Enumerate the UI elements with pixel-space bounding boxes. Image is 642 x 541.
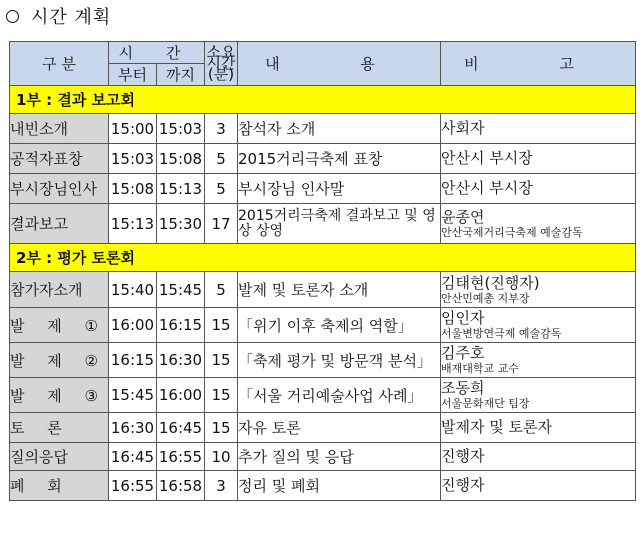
category-cell: 부시장님인사 [10, 174, 109, 204]
note-cell [441, 204, 636, 244]
page-title-text: 시간 계획 [31, 7, 112, 28]
table-row [10, 204, 636, 244]
note-cell [441, 378, 636, 413]
duration-cell: 17 [205, 204, 238, 244]
category-cell: 참가자소개 [10, 272, 109, 308]
content-cell: 「축제 평가 및 방문객 분석」 [238, 343, 441, 378]
table-row [10, 413, 636, 443]
start-time-cell: 16:55 [109, 471, 157, 501]
note-cell [441, 308, 636, 343]
header-end: 까지 [157, 64, 205, 86]
end-time-cell: 15:13 [157, 174, 205, 204]
category-cell: 공적자표창 [10, 144, 109, 174]
end-time-cell: 16:45 [157, 413, 205, 443]
table-row [10, 174, 636, 204]
schedule-body [10, 86, 636, 501]
content-cell: 참석자 소개 [238, 114, 441, 144]
duration-cell: 10 [205, 443, 238, 471]
start-time-cell: 15:45 [109, 378, 157, 413]
duration-cell: 15 [205, 413, 238, 443]
note-name: 사회자 [441, 119, 485, 137]
note-cell [441, 174, 636, 204]
start-time-cell: 15:08 [109, 174, 157, 204]
note-affiliation: 서울변방연극제 예술감독 [441, 327, 562, 340]
note-name: 윤종연 [441, 207, 485, 226]
category-cell: 결과보고 [10, 204, 109, 244]
header-content: 내 용 [238, 42, 441, 86]
header-duration [205, 42, 238, 86]
duration-cell: 15 [205, 308, 238, 343]
table-row [10, 343, 636, 378]
content-cell: 발제 및 토론자 소개 [238, 272, 441, 308]
section-row [10, 86, 636, 114]
note-name: 진행자 [441, 476, 485, 494]
end-time-cell: 16:55 [157, 443, 205, 471]
content-cell: 자유 토론 [238, 413, 441, 443]
start-time-cell: 15:00 [109, 114, 157, 144]
note-cell [441, 144, 636, 174]
note-name: 조동희 [441, 379, 485, 397]
end-time-cell: 16:00 [157, 378, 205, 413]
end-time-cell: 15:45 [157, 272, 205, 308]
note-name: 진행자 [441, 447, 485, 465]
start-time-cell: 15:03 [109, 144, 157, 174]
duration-cell: 3 [205, 114, 238, 144]
category-cell: 발 제 ② [10, 343, 109, 378]
content-cell: 2015거리극축제 결과보고 및 영상 상영 [238, 204, 441, 244]
note-name: 안산시 부시장 [441, 149, 533, 167]
header-time: 시 간 [109, 42, 205, 64]
section-label: 2부 : 평가 토론회 [10, 244, 636, 272]
circle-bullet-icon [6, 10, 19, 23]
duration-cell: 3 [205, 471, 238, 501]
start-time-cell: 16:00 [109, 308, 157, 343]
end-time-cell: 16:15 [157, 308, 205, 343]
section-row [10, 244, 636, 272]
start-time-cell: 15:40 [109, 272, 157, 308]
table-row [10, 378, 636, 413]
category-cell: 토 론 [10, 413, 109, 443]
category-cell: 폐 회 [10, 471, 109, 501]
content-cell: 부시장님 인사말 [238, 174, 441, 204]
content-cell: 정리 및 폐회 [238, 471, 441, 501]
end-time-cell: 15:30 [157, 204, 205, 244]
duration-cell: 5 [205, 272, 238, 308]
duration-cell: 5 [205, 144, 238, 174]
note-name: 안산시 부시장 [441, 179, 533, 197]
note-name: 임인자 [441, 309, 485, 327]
note-name: 김주호 [441, 344, 485, 362]
start-time-cell: 16:30 [109, 413, 157, 443]
content-cell: 추가 질의 및 응답 [238, 443, 441, 471]
end-time-cell: 15:08 [157, 144, 205, 174]
end-time-cell: 15:03 [157, 114, 205, 144]
note-affiliation: 서울문화재단 팀장 [441, 397, 530, 410]
category-cell: 내빈소개 [10, 114, 109, 144]
note-cell [441, 114, 636, 144]
table-row [10, 144, 636, 174]
category-cell: 질의응답 [10, 443, 109, 471]
table-row [10, 308, 636, 343]
content-cell: 「서울 거리예술사업 사례」 [238, 378, 441, 413]
note-cell [441, 272, 636, 308]
start-time-cell: 16:45 [109, 443, 157, 471]
section-label: 1부 : 결과 보고회 [10, 86, 636, 114]
end-time-cell: 16:58 [157, 471, 205, 501]
note-name: 발제자 및 토론자 [441, 418, 552, 436]
duration-cell: 15 [205, 378, 238, 413]
start-time-cell: 15:13 [109, 204, 157, 244]
table-row [10, 443, 636, 471]
note-affiliation: 배재대학교 교수 [441, 362, 519, 375]
header-note: 비 고 [441, 42, 636, 86]
note-cell [441, 443, 636, 471]
header-start: 부터 [109, 64, 157, 86]
duration-cell: 5 [205, 174, 238, 204]
table-row [10, 471, 636, 501]
content-cell: 2015거리극축제 표창 [238, 144, 441, 174]
end-time-cell: 16:30 [157, 343, 205, 378]
schedule-table [9, 41, 636, 501]
header-category: 구 분 [10, 42, 109, 86]
start-time-cell: 16:15 [109, 343, 157, 378]
page-title [6, 4, 111, 28]
duration-cell: 15 [205, 343, 238, 378]
table-row [10, 272, 636, 308]
note-affiliation: 안산국제거리극축제 예술감독 [441, 225, 583, 239]
note-affiliation: 안산민예총 지부장 [441, 291, 530, 305]
note-cell [441, 413, 636, 443]
table-row [10, 114, 636, 144]
category-cell: 발 제 ① [10, 308, 109, 343]
note-name: 김태현(진행자) [441, 273, 540, 292]
note-cell [441, 343, 636, 378]
note-cell [441, 471, 636, 501]
header-duration-text: 소요 시간 (분) [206, 43, 236, 83]
category-cell: 발 제 ③ [10, 378, 109, 413]
content-cell: 「위기 이후 축제의 역할」 [238, 308, 441, 343]
